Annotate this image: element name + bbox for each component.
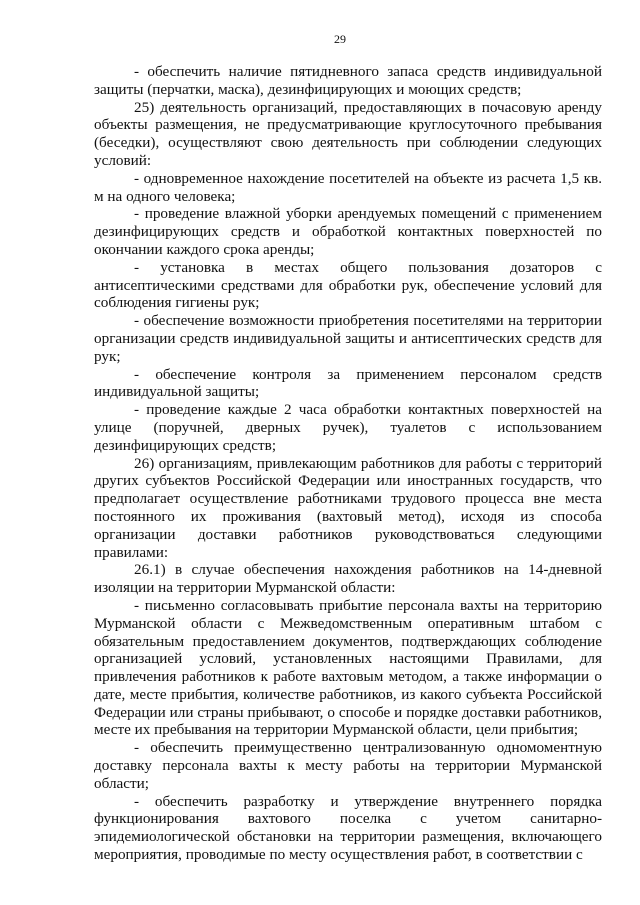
paragraph-11: - письменно согласовывать прибытие персонала вахты на территорию Мурманской области с Межведомственным оперативным штабом с обязательным предоставлением документов, подтверждающих соблюдение организацией условий, установленных настоящими Правилами, для привлечения работников к работе вахтовым методом, а также информации о дате, месте прибытия, количестве работников, из какого субъекта Российской Федерации или страны прибывают, о способе и порядке доставки работников, месте их пребывания на территории Мурманской области, цели прибытия; [94,596,602,739]
paragraph-12: - обеспечить преимущественно централизованную одномоментную доставку персонала вахты к месту работы на территории Мурманской области; [94,739,602,792]
paragraph-2: 25) деятельность организаций, предоставляющих в почасовую аренду объекты размещения, не предусматривающие круглосуточного пребывания (беседки), осуществляют свою деятельность при соблюдении следующих условий: [94,98,602,169]
paragraph-13: - обеспечить разработку и утверждение внутреннего порядка функционирования вахтового поселка с учетом санитарно-эпидемиологической обстановки на территории размещения, включающего мероприятия, проводимые по месту осуществления работ, в соответствии с [94,792,602,864]
paragraph-8: - проведение каждые 2 часа обработки контактных поверхностей на улице (поручней, дверных ручек), туалетов с использованием дезинфицирующих средств; [94,401,602,454]
paragraph-10: 26.1) в случае обеспечения нахождения работников на 14-дневной изоляции на территории Мурманской области: [94,561,602,597]
paragraph-4: - проведение влажной уборки арендуемых помещений с применением дезинфицирующих средств и обработкой контактных поверхностей по окончании каждого срока аренды; [94,205,602,258]
page-number: 29 [334,32,346,46]
paragraph-5: - установка в местах общего пользования дозаторов с антисептическими средствами для обработки рук, обеспечение условий для соблюдения гигиены рук; [94,258,602,312]
paragraph-1: - обеспечить наличие пятидневного запаса средств индивидуальной защиты (перчатки, маска), дезинфицирующих и моющих средств; [94,63,602,98]
paragraph-9: 26) организациям, привлекающим работников для работы с территорий других субъектов Российской Федерации или иностранных государств, что предполагает осуществление работниками трудового процесса вне места постоянного их проживания (вахтовый метод), исходя из способа организации доставки работников руководствоваться следующими правилами: [94,454,602,561]
paragraph-7: - обеспечение контроля за применением персоналом средств индивидуальной защиты; [94,365,602,401]
paragraph-6: - обеспечение возможности приобретения посетителями на территории организации средств индивидуальной защиты и антисептических средств для рук; [94,312,602,365]
paragraph-3: - одновременное нахождение посетителей на объекте из расчета 1,5 кв. м на одного человека; [94,169,602,205]
